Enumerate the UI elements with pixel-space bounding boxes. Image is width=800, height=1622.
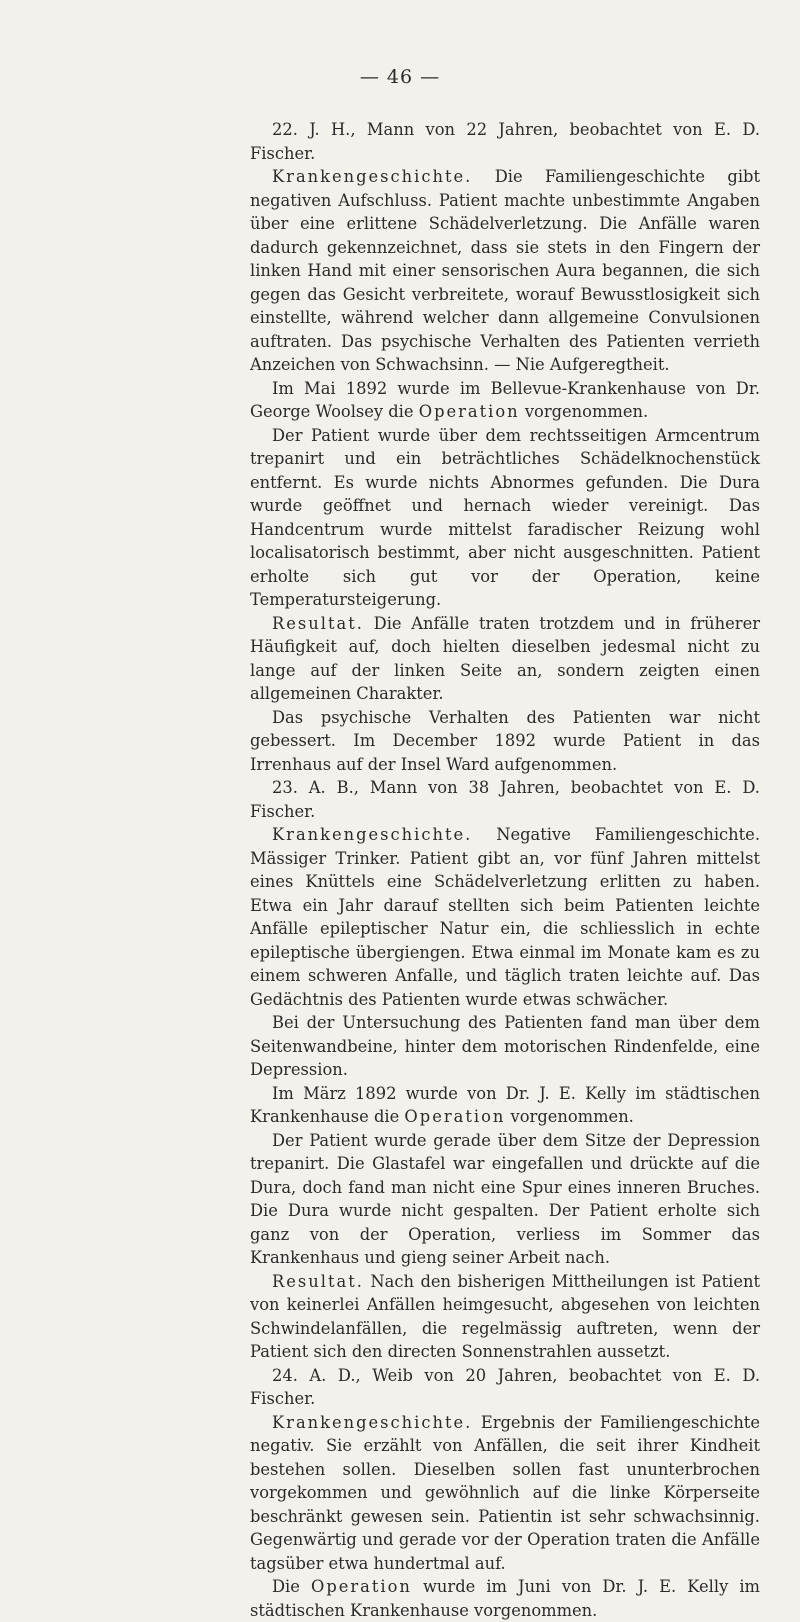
result-text: Nach den bisherigen Mittheilungen ist Patient von keinerlei Anfällen heimgesucht, abgesehen von leichten Schwindelanfällen, die regelmässig auftreten, wenn der Patient sich den directen Sonnenstrahlen aussetzt. [250,1271,760,1361]
case-22-header: 22. J. H., Mann von 22 Jahren, beobachtet von E. D. Fischer. [250,120,760,163]
case-22-result [250,612,760,706]
history-label: Krankengeschichte. [272,825,473,844]
case-22-psychic: Das psychische Verhalten des Patienten war nicht gebessert. Im December 1892 wurde Patient in das Irrenhaus auf der Insel Ward aufgenommen. [250,707,760,774]
case-23-result [250,1270,760,1364]
case-23-operation: Im März 1892 wurde von Dr. J. E. Kelly im städtischen Krankenhause die Operation vorgenommen. [250,1083,760,1126]
operation-label: Operation [418,402,520,421]
case-24-header: 24. A. D., Weib von 20 Jahren, beobachtet von E. D. Fischer. [250,1365,760,1408]
case-23-header: 23. A. B., Mann von 38 Jahren, beobachtet von E. D. Fischer. [250,778,760,821]
operation-label: Operation [310,1577,412,1596]
case-23-trepanation: Der Patient wurde gerade über dem Sitze der Depression trepanirt. Die Glastafel war eingefallen und drückte auf die Dura, doch fand man nicht eine Spur eines inneren Bruches. Die Dura wurde nicht gespalten. Der Patient erholte sich ganz von der Operation, verliess im Sommer das Krankenhaus und gieng seiner Arbeit nach. [250,1130,760,1267]
page-number: — 46 — [359,66,441,88]
operation-label: Operation [404,1107,506,1126]
page-body [250,118,760,1622]
history-label: Krankengeschichte. [272,167,473,186]
case-22-operation: Im Mai 1892 wurde im Bellevue-Krankenhause von Dr. George Woolsey die Operation vorgenommen. [250,378,760,421]
result-label: Resultat. [272,613,364,633]
case-24-operation: Die Operation wurde im Juni von Dr. J. E. Kelly im städtischen Krankenhause vorgenommen. [250,1577,760,1620]
history-text: Negative Familiengeschichte. Mässiger Trinker. Patient gibt an, vor fünf Jahren mittelst eines Knüttels eine Schädelverletzung erlitten zu haben. Etwa ein Jahr darauf stellten sich beim Patienten leichte Anfälle epileptischer Natur ein, die schliesslich in echte epileptische übergiengen. Etwa einmal im Monate kam es zu einem schweren Anfalle, und täglich traten leichte auf. Das Gedächtnis des Patienten wurde etwas schwächer. [250,825,760,1009]
case-24-history [250,1411,760,1576]
history-label: Krankengeschichte. [272,1412,473,1432]
result-text: Die Anfälle traten trotzdem und in früherer Häufigkeit auf, doch hielten dieselben jedesmal nicht zu lange auf der linken Seite an, sondern zeigten einen allgemeinen Charakter. [250,613,760,703]
case-23-history [250,823,760,1011]
history-text: Ergebnis der Familiengeschichte negativ. Sie erzählt von Anfällen, die seit ihrer Kindheit bestehen sollen. Dieselben sollen fast ununterbrochen vorgekommen und gewöhnlich auf die linke Körperseite beschränkt gewesen sein. Patientin ist sehr schwachsinnig. Gegenwärtig und gerade vor der Operation traten die Anfälle tagsüber etwa hundertmal auf. [250,1412,760,1573]
case-22-history [250,165,760,377]
history-text: Die Familiengeschichte gibt negativen Aufschluss. Patient machte unbestimmte Angaben über eine erlittene Schädelverletzung. Die Anfälle waren dadurch gekennzeichnet, dass sie stets in den Fingern der linken Hand mit einer sensorischen Aura begannen, die sich gegen das Gesicht verbreitete, worauf Bewusstlosigkeit sich einstellte, während welcher dann allgemeine Convulsionen auftraten. Das psychische Verhalten des Patienten verrieth Anzeichen von Schwachsinn. — Nie Aufgeregtheit. [250,167,760,374]
result-label: Resultat. [272,1271,364,1291]
case-22-trepanation: Der Patient wurde über dem rechtsseitigen Armcentrum trepanirt und ein beträchtliches Schädelknochenstück entfernt. Es wurde nichts Abnormes gefunden. Die Dura wurde geöffnet und hernach wieder vereinigt. Das Handcentrum wurde mittelst faradischer Reizung wohl localisatorisch bestimmt, aber nicht ausgeschnitten. Patient erholte sich gut vor der Operation, keine Temperatursteigerung. [250,425,760,609]
case-23-examination: Bei der Untersuchung des Patienten fand man über dem Seitenwandbeine, hinter dem motorischen Rindenfelde, eine Depression. [250,1013,760,1079]
